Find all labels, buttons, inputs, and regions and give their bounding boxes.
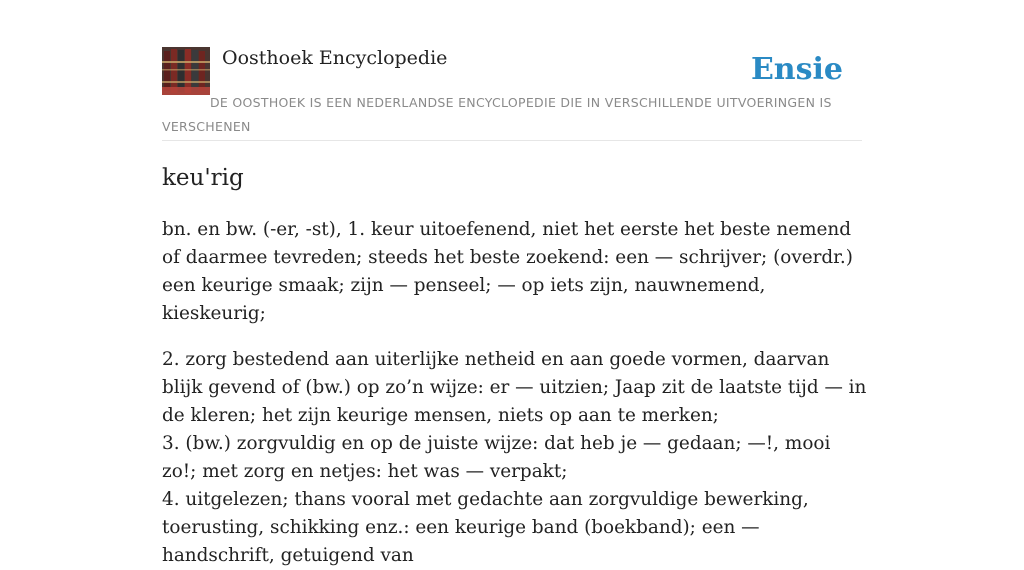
sense-2: 2. zorg bestedend aan uiterlijke netheid en aan goede vormen, daarvan blijk gevend of (bw.) op zo’n wijze: er — uitzien; Jaap zit de laatste tijd — in de kleren; het zijn keurige mensen, niets op aan te merken; [162, 349, 867, 426]
site-tagline: DE OOSTHOEK IS EEN NEDERLANDSE ENCYCLOPEDIE DIE IN VERSCHILLENDE UITVOERINGEN IS VERSCHENEN [162, 95, 832, 134]
sense-3: 3. (bw.) zorgvuldig en op de juiste wijze: dat heb je — gedaan; —!, mooi zo!; met zorg en netjes: het was — verpakt; [162, 433, 831, 482]
entry-paragraph-senses [162, 346, 867, 570]
site-header [162, 46, 862, 141]
entry-content [162, 160, 867, 570]
entry-headword: keu'rig [162, 165, 244, 191]
site-name[interactable]: Oosthoek Encyclopedie [222, 47, 448, 69]
brand-logo-link[interactable]: Ensie [750, 52, 843, 87]
encyclopedia-books-icon[interactable] [162, 47, 210, 95]
sense-4: 4. uitgelezen; thans vooral met gedachte aan zorgvuldige bewerking, toerusting, schikking enz.: een keurige band (boekband); een — handschrift, getuigend van [162, 489, 809, 566]
entry-paragraph: bn. en bw. (-er, -st), 1. keur uitoefenend, niet het eerste het beste nemend of daarmee tevreden; steeds het beste zoekend: een — schrijver; (overdr.) een keurige smaak; zijn — penseel; — op iets zijn, nauwnemend, kieskeurig; [162, 219, 853, 324]
